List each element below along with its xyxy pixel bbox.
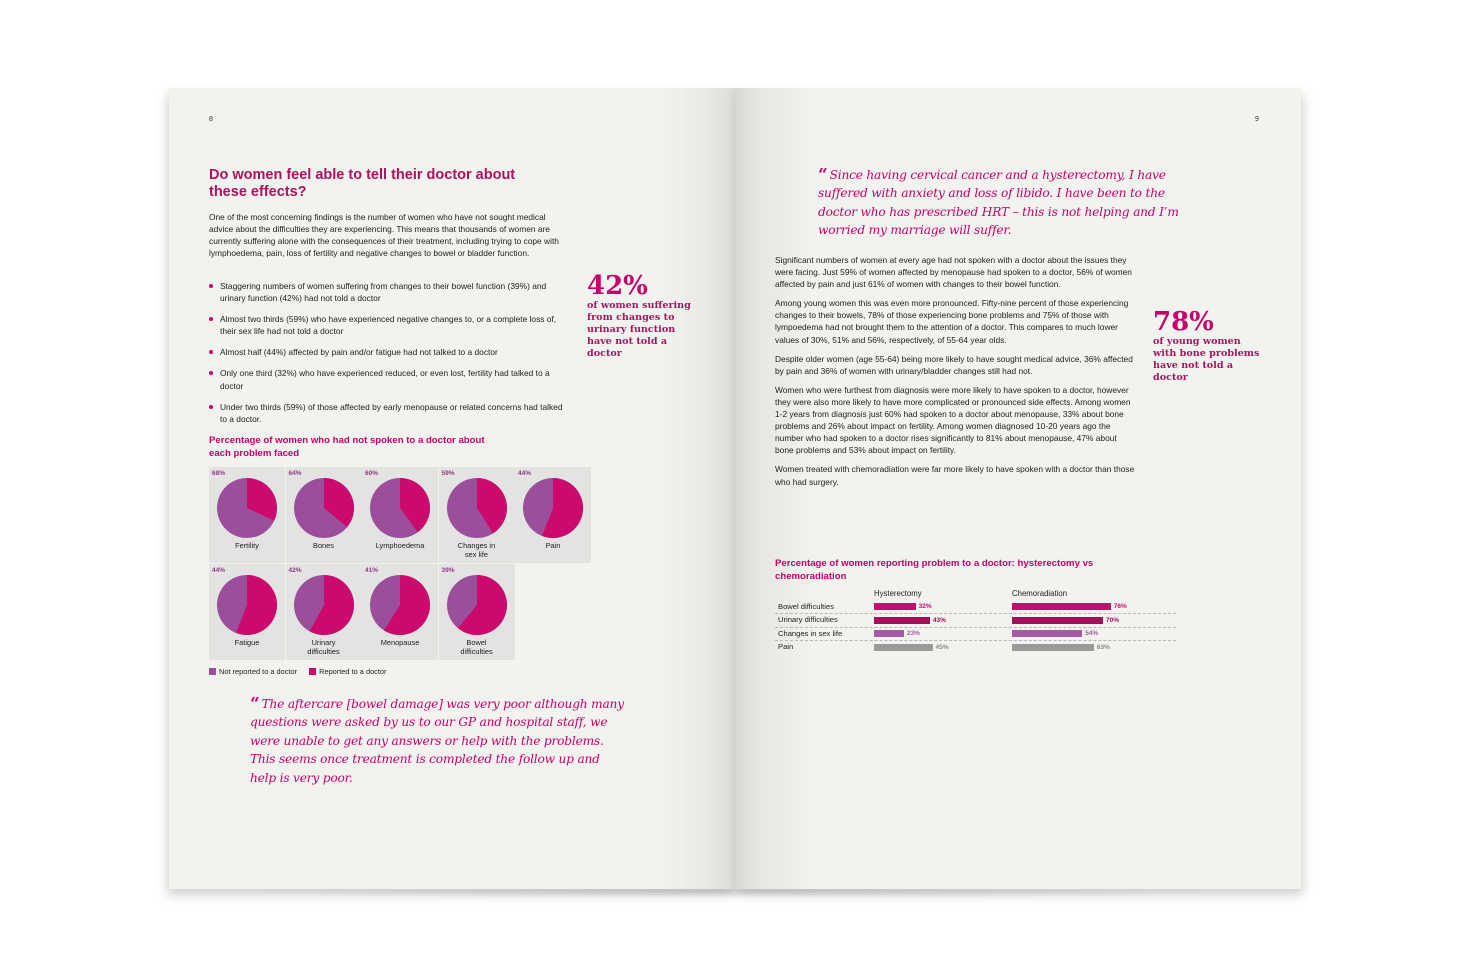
legend-not-reported: Not reported to a doctor <box>219 667 298 676</box>
pie-cell <box>439 564 515 660</box>
page-number-left: 8 <box>209 116 213 123</box>
bar-category-label: Bowel difficulties <box>778 601 834 611</box>
bar-value-label: 23% <box>906 630 920 637</box>
pie-chart <box>446 477 508 539</box>
row-divider <box>775 640 1176 641</box>
finding-bullet: Almost two thirds (59%) who have experienced negative changes to, or a complete loss of, their sex life had not told a doctor <box>209 313 563 337</box>
pie-chart <box>216 574 278 636</box>
pie-chart <box>216 477 278 539</box>
bar-chart-title: Percentage of women reporting problem to a doctor: hysterectomy vs chemoradiation <box>775 558 1094 582</box>
page-number-right: 9 <box>1255 116 1259 123</box>
bar-category-label: Pain <box>778 642 794 651</box>
pie-chart <box>293 477 355 539</box>
bar <box>1012 644 1094 651</box>
legend-swatch-not-reported <box>209 668 216 675</box>
bar <box>874 603 916 610</box>
quote-left <box>250 695 628 787</box>
paragraph: Women who were furthest from diagnosis were more likely to have spoken to a doctor, however they were also more likely to have more complicated or pronounced side effects. Among women 1-2 years from diagnosis just 60% had spoken to a doctor about menopause, 33% about bone problems and 26% about impact on fertility. Among women diagnosed 10-20 years ago the number who had spoken to a doctor rises significantly to 81% about menopause, 47% about bone problems and 53% about impact on fertility. <box>775 384 1131 456</box>
pie-category-label: Lymphoedema <box>375 541 425 550</box>
bar-value-label: 63% <box>1096 643 1110 651</box>
stat-callout-left <box>587 272 707 360</box>
bar-category-label: Changes in sex life <box>778 628 843 638</box>
pie-category-label: Menopause <box>380 638 420 647</box>
pie-cell <box>439 467 515 563</box>
quote-left-text: The aftercare [bowel damage] was very poor although many questions were asked by us to our GP and hospital staff, we were unable to get any answers or help with the problems. This seems once treatment is completed the follow up and help is very poor. <box>250 697 624 785</box>
bar-series-header: Hysterectomy <box>874 589 922 598</box>
row-divider <box>775 627 1176 628</box>
pie-value-label: 60% <box>365 470 379 477</box>
pie-cell <box>209 467 285 563</box>
pie-chart <box>369 477 431 539</box>
pie-category-label: Fatigue <box>234 638 260 647</box>
paragraph: Women treated with chemoradiation were far more likely to have spoken with a doctor than those who had surgery. <box>775 464 1135 487</box>
legend-reported: Reported to a doctor <box>319 667 387 676</box>
pie-category-label: Bowel difficulties <box>460 638 493 656</box>
row-divider <box>775 613 1176 614</box>
bar-value-label: 54% <box>1085 630 1099 637</box>
pie-cell <box>286 467 362 563</box>
pie-value-label: 44% <box>212 567 226 574</box>
quote-right <box>818 166 1190 240</box>
pie-value-label: 64% <box>288 470 302 477</box>
finding-bullet: Under two thirds (59%) of those affected by early menopause or related concerns had talked to a doctor. <box>209 401 563 425</box>
pie-value-label: 59% <box>441 470 455 477</box>
stat-text: of young women with bone problems have not told a doctor <box>1153 336 1260 383</box>
quote-mark-icon: “ <box>250 694 260 714</box>
pie-category-label: Urinary difficulties <box>307 638 340 656</box>
bar-value-label: 76% <box>1113 603 1127 610</box>
pie-chart-title: Percentage of women who had not spoken to a doctor about each problem faced <box>209 435 485 459</box>
pie-cell <box>209 564 285 660</box>
paragraph: Among young women this was even more pronounced. Fifty-nine percent of those experiencing changes to their bowels, 78% of those experiencing bone problems and 75% of those with lympoedema had not brought them to the attention of a doctor. This compares to much lower values of 30%, 51% and 56%, respectively, of 55-64 year olds. <box>775 298 1129 345</box>
quote-mark-icon: “ <box>818 165 828 185</box>
pie-value-label: 39% <box>441 567 455 574</box>
pie-cell <box>362 467 438 563</box>
bar-value-label: 43% <box>932 616 946 624</box>
legend-swatch-reported <box>309 668 316 675</box>
finding-bullet: Only one third (32%) who have experienced reduced, or even lost, fertility had talked to a doctor <box>209 367 563 391</box>
bar-chart <box>775 586 1180 661</box>
pie-category-label: Pain <box>545 541 561 550</box>
stat-number: 42% <box>587 271 648 301</box>
pie-cell <box>362 564 438 660</box>
pie-value-label: 41% <box>365 567 379 574</box>
pie-chart <box>522 477 584 539</box>
pie-cell <box>515 467 591 563</box>
pie-value-label: 68% <box>212 470 226 477</box>
pie-chart <box>446 574 508 636</box>
bar <box>874 617 930 624</box>
pie-category-label: Bones <box>313 541 334 550</box>
finding-bullet: Almost half (44%) affected by pain and/or fatigue had not talked to a doctor <box>209 346 563 358</box>
bar <box>1012 617 1103 624</box>
pie-chart <box>293 574 355 636</box>
pie-chart-grid <box>209 467 590 660</box>
quote-right-text: Since having cervical cancer and a hysterectomy, I have suffered with anxiety and loss of libido. I have been to the doctor who has prescribed HRT – this is not helping and I’m worried my marriage will suffer. <box>818 168 1179 238</box>
stat-callout-right <box>1153 308 1273 384</box>
pie-chart <box>369 574 431 636</box>
pie-value-label: 42% <box>288 567 302 574</box>
body-text-right <box>775 254 1137 495</box>
pie-cell <box>286 564 362 660</box>
pie-value-label: 44% <box>518 470 532 477</box>
finding-bullet: Staggering numbers of women suffering from changes to their bowel function (39%) and urinary function (42%) had not told a doctor <box>209 280 563 304</box>
bar <box>874 630 904 637</box>
bar-value-label: 45% <box>935 643 949 651</box>
bar-category-label: Urinary difficulties <box>778 615 838 624</box>
page-title: Do women feel able to tell their doctor about these effects? <box>209 167 516 200</box>
bar-series-header: Chemoradiation <box>1012 589 1068 598</box>
bar-value-label: 32% <box>918 603 932 610</box>
pie-category-label: Changes in sex life <box>457 541 496 559</box>
pie-legend <box>209 667 387 676</box>
pie-category-label: Fertility <box>235 541 259 550</box>
stat-number: 78% <box>1153 307 1214 337</box>
stat-text: of women suffering from changes to urinary function have not told a doctor <box>587 300 691 359</box>
bar <box>1012 603 1111 610</box>
bar <box>874 644 933 651</box>
paragraph: Despite older women (age 55-64) being more likely to have sought medical advice, 36% affected by pain and 36% of women with urinary/bladder changes still had not. <box>775 353 1133 376</box>
bar-value-label: 70% <box>1106 616 1120 624</box>
paragraph: Significant numbers of women at every age had not spoken with a doctor about the issues they were facing. Just 59% of women affected by menopause had spoken to a doctor, 56% of women affected by pain and just 61% of women with changes to their bowel function. <box>775 255 1132 290</box>
bar <box>1012 630 1082 637</box>
intro-paragraph: One of the most concerning findings is the number of women who have not sought medical advice about the difficulties they are experiencing. This means that thousands of women are currently suffering alone with the consequences of their treatment, including trying to cope with lymphoedema, pain, loss of fertility and negative changes to bowel or bladder function. <box>209 212 559 259</box>
findings-list <box>209 280 563 434</box>
